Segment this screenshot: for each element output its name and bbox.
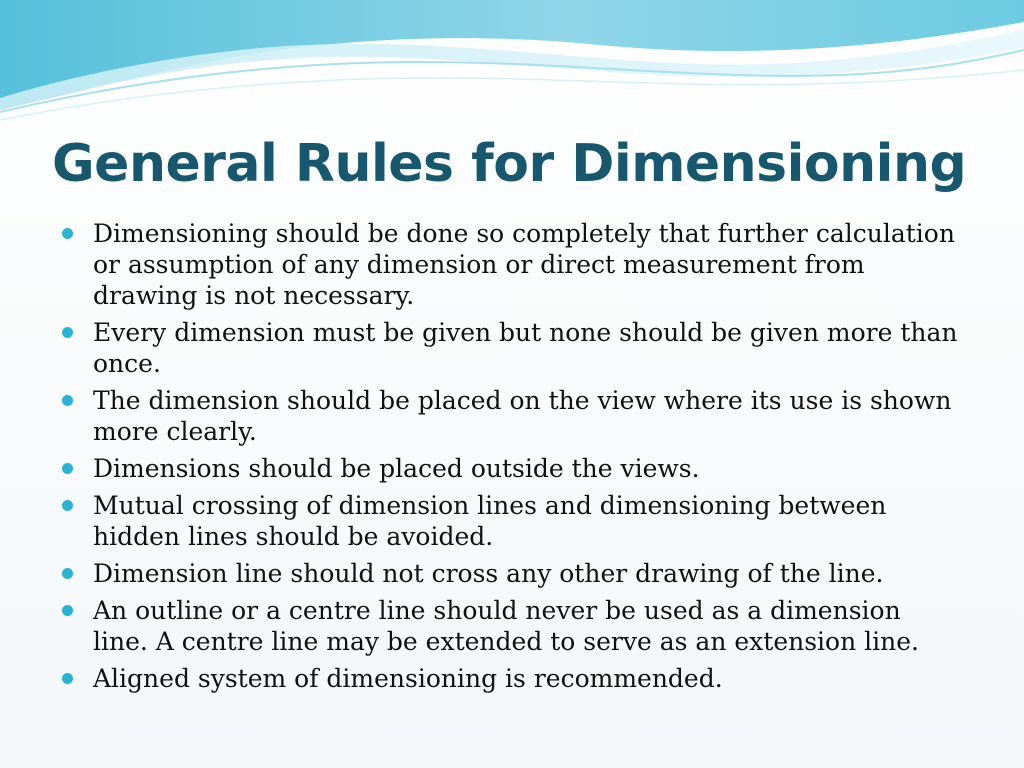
list-item [62,317,962,379]
bullet-dot-icon [62,395,73,406]
bullet-list [62,218,962,700]
list-item [62,663,962,694]
bullet-text: Dimension line should not cross any other drawing of the line. [93,559,884,588]
bullet-text: Dimensions should be placed outside the views. [93,454,700,483]
list-item [62,595,962,657]
bullet-text: Dimensioning should be done so completely that further calculation or assumption of any dimension or direct measurement from drawing is not necessary. [93,219,955,310]
list-item [62,453,962,484]
bullet-text: Every dimension must be given but none should be given more than once. [93,318,958,378]
bullet-text: Mutual crossing of dimension lines and dimensioning between hidden lines should be avoided. [93,491,887,551]
list-item [62,218,962,311]
bullet-dot-icon [62,327,73,338]
bullet-text: An outline or a centre line should never be used as a dimension line. A centre line may be extended to serve as an extension line. [93,596,919,656]
bullet-dot-icon [62,568,73,579]
bullet-dot-icon [62,463,73,474]
bullet-text: The dimension should be placed on the view where its use is shown more clearly. [93,386,952,446]
bullet-dot-icon [62,673,73,684]
slide-title: General Rules for Dimensioning [52,134,967,194]
header-wave-decoration [0,0,1024,130]
list-item [62,490,962,552]
bullet-dot-icon [62,500,73,511]
bullet-dot-icon [62,605,73,616]
bullet-text: Aligned system of dimensioning is recommended. [93,664,723,693]
list-item [62,385,962,447]
list-item [62,558,962,589]
bullet-dot-icon [62,228,73,239]
